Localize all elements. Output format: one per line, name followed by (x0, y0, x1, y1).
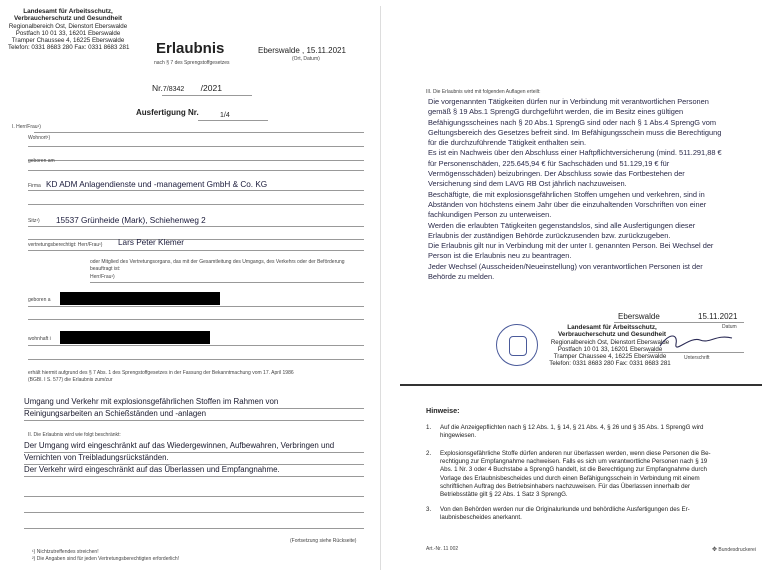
firma-value: KD ADM Anlagendienste und -management GmbH & Co. KG (46, 180, 268, 189)
authority-address: Regionalbereich Ost, Dienstort Eberswalde Postfach 10 01 33, 16201 Eberswalde Tramper Chaussee 4, 16225 Eberswalde Telefon: 0331 8683 280 Fax: 0331 8683 281 (8, 23, 130, 51)
sign-authority-address: Regionalbereich Ost, Dienstort Eberswalde Postfach 10 01 33, 16201 Eberswalde Tramper Chaussee 4, 16225 Eberswalde Telefon: 0331 8683 280 Fax: 0331 8683 281 (549, 339, 671, 367)
hinweis-3: 3. Von den Behörden werden nur die Originalurkunde und behördliche Ausfertigungen des Er- laubnisbescheides anerkannt. (426, 506, 690, 522)
hinweis-2: 2. Explosionsgefährliche Stoffe dürfen anderen nur überlassen werden, wenn diese Personen die Be- rechtigung zur Empfangnahme nachweisen. Falls es sich um verantwortliche Personen nach § 19 Abs. 1 Nr. 3 oder 4 Buchstabe a SprengG handelt, ist die Berechtigung zur Empfangnahme durch Vorlage des Erlaubnisbescheides und durch einen Befähigungsschein in Verbindung mit einem schriftlichen Auftrag des Betriebsinhabers nachzuweisen. Für das Überlassen innerhalb der Betriebsstätte gilt § 22 Abs. 1 Satz 3 SprengG. (426, 450, 711, 499)
label-sitz: Sitz¹) (28, 218, 40, 224)
erhaelt-line-2: (BGBl. I S. 577) die Erlaubnis zum/zur (28, 377, 113, 383)
section-3-label: III. Die Erlaubnis wird mit folgenden Auflagen erteilt: (426, 89, 541, 95)
label-wohnort: Wohnort¹) (28, 135, 51, 141)
label-geboren-2: geboren a (28, 297, 51, 303)
redaction-address (60, 331, 210, 344)
permit-front-page (6, 6, 381, 570)
divider (400, 384, 762, 386)
sitz-value: 15537 Grünheide (Mark), Schiehenweg 2 (56, 216, 206, 225)
label-vertretung: vertretungsberechtigt: Herr/Frau¹) (28, 242, 103, 248)
druckerei-mark: ✥ Bundesdruckerei (712, 547, 756, 553)
umgang-text: Umgang und Verkehr mit explosionsgefährlichen Stoffen im Rahmen von Reinigungsarbeiten an Schießständen und -anlagen (24, 397, 279, 419)
label-herr-frau-2: Herr/Frau¹) (90, 274, 115, 280)
redaction-birthdate (60, 292, 220, 305)
datum-caption: Datum (722, 324, 737, 330)
authority-name: Landesamt für Arbeitsschutz, Verbraucherschutz und Gesundheit (14, 8, 122, 23)
section-2-text: Der Umgang wird eingeschränkt auf das Wiedergewinnen, Aufbewahren, Verbringen und Vernichten von Treibladungsrückständen. Der Verkehr wird eingeschränkt auf das Überlassen und Empfangnahme. (24, 441, 335, 475)
label-wohnhaft: wohnhaft i (28, 336, 51, 342)
hinweis-1: 1. Auf die Anzeigepflichten nach § 12 Abs. 1, § 14, § 21 Abs. 4, § 26 und § 35 Abs. 1 SprengG wird hingewiesen. (426, 424, 704, 440)
label-mitglied: oder Mitglied des Vertretungsorgans, das mit der Gesamtleitung des Umgangs, des Verkehrs oder der Beförderung beauftragt ist: (90, 259, 345, 272)
footnote-1: ¹) Nichtzutreffendes streichen! (32, 549, 99, 555)
label-herr-frau: I. Herr/Frau¹) (12, 124, 41, 130)
label-firma: Firma (28, 183, 41, 189)
form-number: Art.-Nr. 11 002 (426, 546, 459, 552)
sign-place: Eberswalde (618, 312, 660, 321)
section-2-label: II. Die Erlaubnis wird wie folgt beschränkt: (28, 432, 121, 438)
place-date-caption: (Ort, Datum) (292, 56, 320, 62)
permit-back-page (386, 6, 762, 570)
label-geboren-am: geboren am (28, 158, 55, 164)
sign-date: 15.11.2021 (698, 312, 738, 321)
permit-number: Nr.7/8342 /2021 (152, 83, 222, 93)
document-subtitle: nach § 7 des Sprengstoffgesetzes (154, 60, 230, 66)
erhaelt-line-1: erhält hiermit aufgrund des § 7 Abs. 1 des Sprengstoffgesetzes in der Fassung der Bekanntmachung vom 17. April 1986 (28, 370, 294, 376)
official-seal (496, 324, 538, 366)
place-date: Eberswalde , 15.11.2021 (258, 46, 346, 55)
ausfertigung-value: 1/4 (220, 112, 230, 119)
vertreter-value: Lars Peter Klemer (118, 238, 184, 247)
sign-authority: Landesamt für Arbeitsschutz, Verbraucherschutz und Gesundheit (558, 324, 666, 339)
footnote-2: ²) Die Angaben sind für jeden Vertretungsberechtigten erforderlich! (32, 556, 180, 562)
fortsetzung-note: (Fortsetzung siehe Rückseite) (290, 538, 357, 544)
unterschrift-caption: Unterschrift (684, 355, 710, 361)
eagle-icon: ✥ (712, 547, 718, 553)
signature (656, 328, 736, 352)
document-title: Erlaubnis (156, 40, 225, 57)
ausfertigung-label: Ausfertigung Nr. (136, 108, 199, 117)
hinweise-label: Hinweise: (426, 406, 460, 415)
section-3-text: Die vorgenannten Tätigkeiten dürfen nur in Verbindung mit verantwortlichen Personen gemäß § 19 Abs.1 SprengG durchgeführt werden, die im Besitz eines gültigen Befähigungsscheines nach § 20 Abs.1 SprengG sind oder nach § 1 Abs.4 SprengG vom Geltungsbereich des Gesetzes befreit sind. Im Befähigungsschein muss die Berechtigung für die durchzuführende Tätigkeit enthalten sein. Es ist ein Nachweis über den Abschluss einer Haftpflichtversicherung (mind. 511.291,88 € für Personenschäden, 225.645,94 € für Sachschäden und 51.129,19 € für Vermögensschäden) beizubringen. Der Abschluss sowie das Fortbestehen der Versicherung sind dem LAVG RB Ost jährlich nachzuweisen. Beschäftigte, die mit explosionsgefährlichen Stoffen umgehen und verkehren, sind in Abständen von höchstens einem Jahr über die einzuhaltenden Vorschriften von einer fachkundigen Person zu unterweisen. Werden die erlaubten Tätigkeiten gegenstandslos, sind alle Ausfertigungen dieser Erlaubnis der zuständigen Behörde zurückzusenden bzw. zurückzugeben. Die Erlaubnis gilt nur in Verbindung mit der unter I. genannten Person. Bei Wechsel der Person ist die Erlaubnis neu zu beantragen. Jeder Wechsel (Ausscheiden/Neueinstellung) von verantwortlichen Personen ist der Behörde zu melden. (428, 97, 722, 282)
